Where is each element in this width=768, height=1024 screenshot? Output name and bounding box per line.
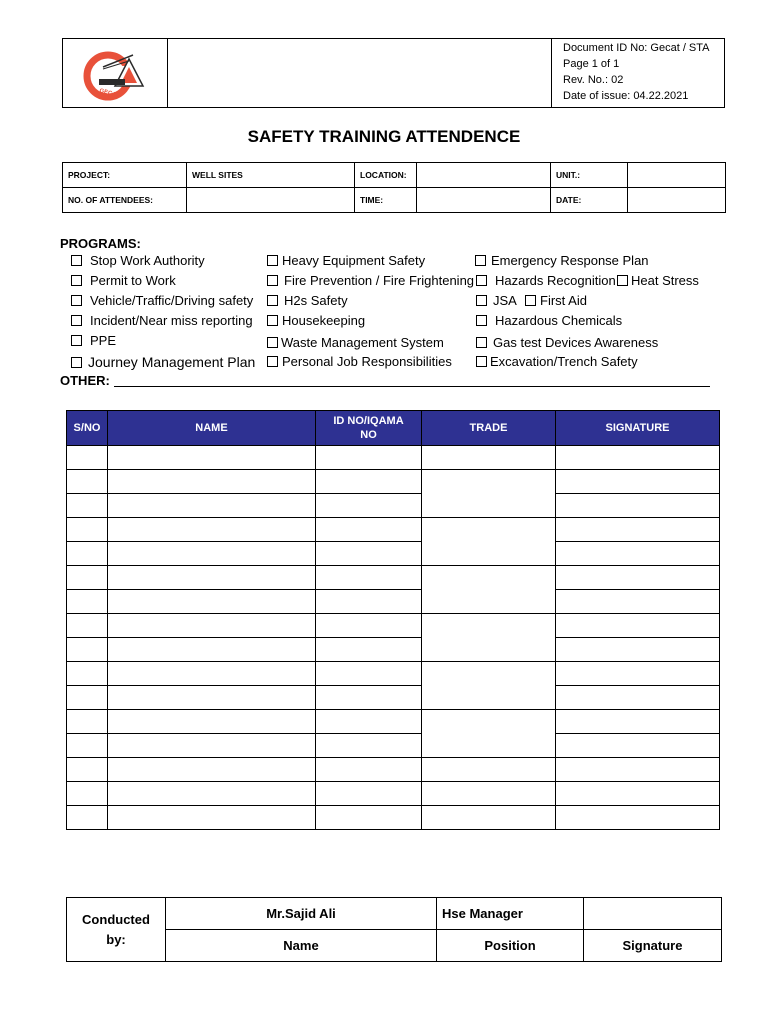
sno-cell[interactable] xyxy=(67,470,108,494)
table-row xyxy=(67,494,720,518)
checkbox-icon[interactable] xyxy=(71,275,82,286)
name-cell[interactable] xyxy=(108,590,316,614)
signature-cell[interactable] xyxy=(556,806,720,830)
program-fire-prevention[interactable]: Fire Prevention / Fire Frightening xyxy=(267,273,474,288)
document-info-cell xyxy=(551,39,725,108)
id-cell[interactable] xyxy=(316,638,422,662)
name-cell[interactable] xyxy=(108,734,316,758)
attendees-value[interactable] xyxy=(187,188,355,213)
program-heavy-equipment-safety[interactable]: Heavy Equipment Safety xyxy=(267,253,425,268)
signature-cell[interactable] xyxy=(556,638,720,662)
table-row xyxy=(67,470,720,494)
checkbox-icon[interactable] xyxy=(617,275,628,286)
checkbox-icon[interactable] xyxy=(267,275,278,286)
signature-cell[interactable] xyxy=(556,662,720,686)
conducted-by-table xyxy=(66,897,722,962)
id-cell[interactable] xyxy=(316,758,422,782)
col-header-id: ID NO/IQAMA NO xyxy=(316,411,422,446)
time-label: TIME: xyxy=(355,188,417,213)
program-personal-job-responsibilities[interactable]: Personal Job Responsibilities xyxy=(267,354,452,369)
signature-cell[interactable] xyxy=(556,470,720,494)
id-cell[interactable] xyxy=(316,590,422,614)
checkbox-icon[interactable] xyxy=(267,295,278,306)
sno-cell[interactable] xyxy=(67,566,108,590)
signature-cell[interactable] xyxy=(556,758,720,782)
signature-label: Signature xyxy=(584,930,722,962)
date-value[interactable] xyxy=(628,188,726,213)
name-cell[interactable] xyxy=(108,542,316,566)
program-h2s-safety[interactable]: H2s Safety xyxy=(267,293,348,308)
name-cell[interactable] xyxy=(108,782,316,806)
programs-label: PROGRAMS: xyxy=(60,236,141,251)
signature-cell[interactable] xyxy=(556,518,720,542)
checkbox-icon[interactable] xyxy=(267,337,278,348)
id-cell[interactable] xyxy=(316,806,422,830)
signature-cell[interactable] xyxy=(556,614,720,638)
checkbox-icon[interactable] xyxy=(476,295,487,306)
table-row xyxy=(67,638,720,662)
checkbox-icon[interactable] xyxy=(71,315,82,326)
conductor-name[interactable]: Mr.Sajid Ali xyxy=(166,898,437,930)
signature-cell[interactable] xyxy=(556,542,720,566)
sno-cell[interactable] xyxy=(67,446,108,470)
sno-cell[interactable] xyxy=(67,518,108,542)
id-cell[interactable] xyxy=(316,710,422,734)
table-row xyxy=(67,614,720,638)
id-cell[interactable] xyxy=(316,734,422,758)
name-cell[interactable] xyxy=(108,638,316,662)
attendance-table xyxy=(66,410,720,830)
sno-cell[interactable] xyxy=(67,686,108,710)
checkbox-icon[interactable] xyxy=(267,255,278,266)
sno-cell[interactable] xyxy=(67,758,108,782)
conductor-position[interactable]: Hse Manager xyxy=(437,898,584,930)
name-cell[interactable] xyxy=(108,806,316,830)
document-header xyxy=(62,38,725,108)
id-cell[interactable] xyxy=(316,446,422,470)
conducted-by-label: Conducted by: xyxy=(67,898,166,962)
table-row xyxy=(67,758,720,782)
col-header-sno: S/NO xyxy=(67,411,108,446)
table-row xyxy=(67,446,720,470)
trade-cell[interactable] xyxy=(422,758,556,782)
table-row xyxy=(67,734,720,758)
signature-cell[interactable] xyxy=(556,446,720,470)
unit-label: UNIT.: xyxy=(551,163,628,188)
sno-cell[interactable] xyxy=(67,590,108,614)
table-row xyxy=(67,518,720,542)
sno-cell[interactable] xyxy=(67,734,108,758)
table-row xyxy=(67,806,720,830)
id-cell[interactable] xyxy=(316,686,422,710)
sno-cell[interactable] xyxy=(67,782,108,806)
trade-cell[interactable] xyxy=(422,518,556,566)
name-cell[interactable] xyxy=(108,614,316,638)
checkbox-icon[interactable] xyxy=(475,255,486,266)
name-cell[interactable] xyxy=(108,494,316,518)
table-row xyxy=(67,542,720,566)
name-cell[interactable] xyxy=(108,686,316,710)
program-first-aid[interactable]: First Aid xyxy=(525,293,587,308)
time-value[interactable] xyxy=(417,188,551,213)
program-hazardous-chemicals[interactable]: Hazardous Chemicals xyxy=(476,313,622,328)
checkbox-icon[interactable] xyxy=(71,255,82,266)
col-header-name: NAME xyxy=(108,411,316,446)
name-cell[interactable] xyxy=(108,662,316,686)
sno-cell[interactable] xyxy=(67,614,108,638)
program-journey-management-plan[interactable]: Journey Management Plan xyxy=(71,354,255,370)
other-label: OTHER: xyxy=(60,373,110,388)
project-value[interactable]: WELL SITES xyxy=(187,163,355,188)
program-waste-management-system[interactable]: Waste Management System xyxy=(267,335,444,350)
program-permit-to-work[interactable]: Permit to Work xyxy=(71,273,176,288)
table-row xyxy=(67,662,720,686)
col-header-signature: SIGNATURE xyxy=(556,411,720,446)
trade-cell[interactable] xyxy=(422,710,556,758)
sno-cell[interactable] xyxy=(67,710,108,734)
trade-cell[interactable] xyxy=(422,782,556,806)
checkbox-icon[interactable] xyxy=(476,356,487,367)
unit-value[interactable] xyxy=(628,163,726,188)
date-of-issue: Date of issue: 04.22.2021 xyxy=(563,90,689,102)
name-cell[interactable] xyxy=(108,566,316,590)
program-ppe[interactable]: PPE xyxy=(71,333,116,348)
name-cell[interactable] xyxy=(108,518,316,542)
location-value[interactable] xyxy=(417,163,551,188)
checkbox-icon[interactable] xyxy=(525,295,536,306)
location-label: LOCATION: xyxy=(355,163,417,188)
checkbox-icon[interactable] xyxy=(476,275,487,286)
signature-cell[interactable] xyxy=(556,782,720,806)
checkbox-icon[interactable] xyxy=(476,315,487,326)
program-incident-near-miss-reporting[interactable]: Incident/Near miss reporting xyxy=(71,313,253,328)
signature-cell[interactable] xyxy=(556,566,720,590)
table-row xyxy=(67,710,720,734)
name-cell[interactable] xyxy=(108,446,316,470)
name-cell[interactable] xyxy=(108,758,316,782)
signature-cell[interactable] xyxy=(556,734,720,758)
id-cell[interactable] xyxy=(316,614,422,638)
attendance-rows xyxy=(67,446,720,830)
program-vehicle-traffic-driving-safety[interactable]: Vehicle/Traffic/Driving safety xyxy=(71,293,253,308)
name-cell[interactable] xyxy=(108,710,316,734)
project-label: PROJECT: xyxy=(63,163,187,188)
table-row xyxy=(67,566,720,590)
company-logo-cell xyxy=(63,39,168,107)
trade-cell[interactable] xyxy=(422,470,556,518)
checkbox-icon[interactable] xyxy=(267,356,278,367)
id-cell[interactable] xyxy=(316,566,422,590)
project-info-table xyxy=(62,162,726,213)
id-cell[interactable] xyxy=(316,470,422,494)
name-label: Name xyxy=(166,930,437,962)
sno-cell[interactable] xyxy=(67,494,108,518)
doc-id: Document ID No: Gecat / STA xyxy=(563,42,710,54)
id-cell[interactable] xyxy=(316,542,422,566)
revision-number: Rev. No.: 02 xyxy=(563,74,624,86)
program-emergency-response-plan[interactable]: Emergency Response Plan xyxy=(475,253,649,268)
signature-cell[interactable] xyxy=(556,590,720,614)
program-housekeeping[interactable]: Housekeeping xyxy=(267,313,365,328)
table-row xyxy=(67,590,720,614)
program-heat-stress[interactable]: Heat Stress xyxy=(617,273,699,288)
id-cell[interactable] xyxy=(316,494,422,518)
conductor-signature[interactable] xyxy=(584,898,722,930)
id-cell[interactable] xyxy=(316,782,422,806)
id-cell[interactable] xyxy=(316,662,422,686)
table-row xyxy=(67,686,720,710)
trade-cell[interactable] xyxy=(422,566,556,614)
table-row xyxy=(67,782,720,806)
attendees-label: NO. OF ATTENDEES: xyxy=(63,188,187,213)
checkbox-icon[interactable] xyxy=(71,357,82,368)
checkbox-icon[interactable] xyxy=(476,337,487,348)
sno-cell[interactable] xyxy=(67,662,108,686)
signature-cell[interactable] xyxy=(556,494,720,518)
checkbox-icon[interactable] xyxy=(267,315,278,326)
col-header-trade: TRADE xyxy=(422,411,556,446)
checkbox-icon[interactable] xyxy=(71,335,82,346)
signature-cell[interactable] xyxy=(556,710,720,734)
name-cell[interactable] xyxy=(108,470,316,494)
sno-cell[interactable] xyxy=(67,806,108,830)
other-input-line[interactable] xyxy=(114,386,710,387)
id-cell[interactable] xyxy=(316,518,422,542)
sno-cell[interactable] xyxy=(67,542,108,566)
signature-cell[interactable] xyxy=(556,686,720,710)
position-label: Position xyxy=(437,930,584,962)
trade-cell[interactable] xyxy=(422,446,556,470)
program-stop-work-authority[interactable]: Stop Work Authority xyxy=(71,253,205,268)
trade-cell[interactable] xyxy=(422,662,556,710)
page-number: Page 1 of 1 xyxy=(563,58,620,70)
sno-cell[interactable] xyxy=(67,638,108,662)
trade-cell[interactable] xyxy=(422,806,556,830)
program-gas-test-devices-awareness[interactable]: Gas test Devices Awareness xyxy=(476,335,658,350)
checkbox-icon[interactable] xyxy=(71,295,82,306)
trade-cell[interactable] xyxy=(422,614,556,662)
gecat-logo xyxy=(63,39,167,107)
program-excavation-trench-safety[interactable]: Excavation/Trench Safety xyxy=(476,354,638,369)
program-hazards-recognition[interactable]: Hazards Recognition xyxy=(476,273,616,288)
logo-text: GECAT xyxy=(98,88,121,100)
date-label: DATE: xyxy=(551,188,628,213)
program-jsa[interactable]: JSA xyxy=(476,293,517,308)
page-title: SAFETY TRAINING ATTENDENCE xyxy=(247,127,521,146)
